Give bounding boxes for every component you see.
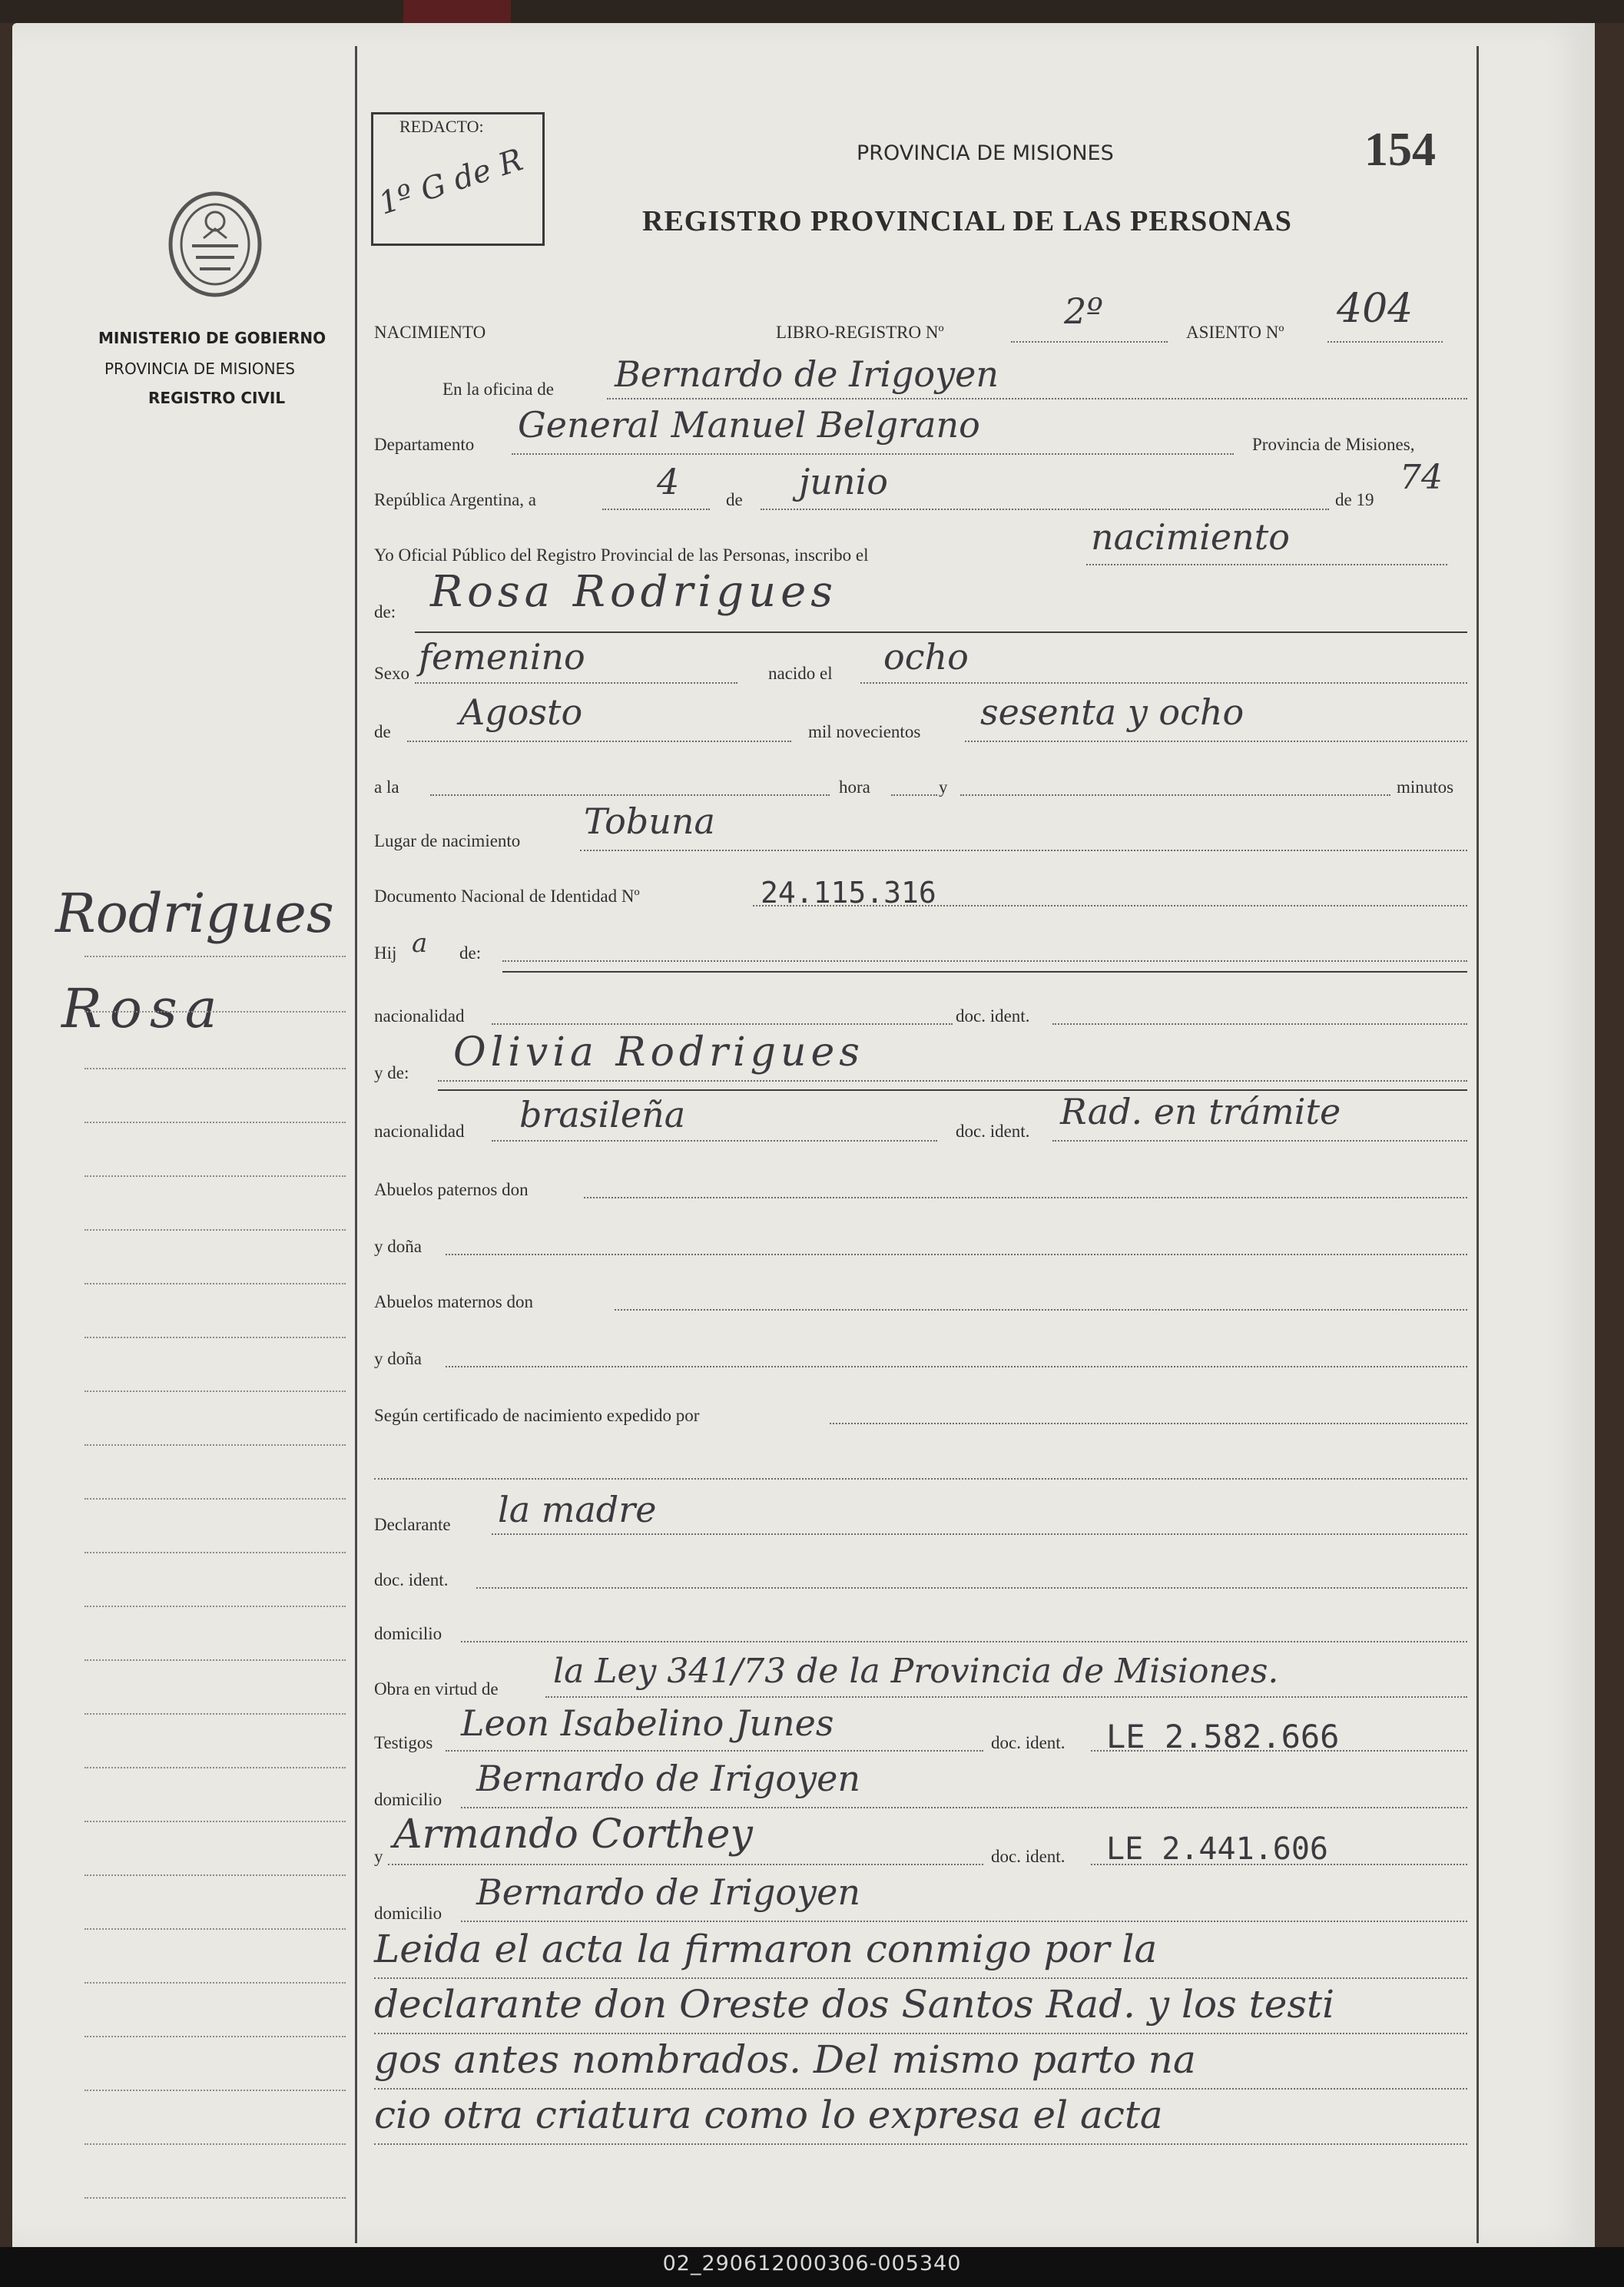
oficina-label: En la oficina de <box>442 380 554 399</box>
abuelos-pat-label: Abuelos paternos don <box>374 1180 529 1199</box>
segun-label: Según certificado de nacimiento expedido por <box>374 1406 700 1425</box>
top-edge <box>0 0 1624 23</box>
nacionalidad2-value: brasileña <box>519 1094 686 1135</box>
year-value: 74 <box>1400 458 1443 497</box>
de2-label: de <box>374 722 391 741</box>
nacimiento-label: NACIMIENTO <box>374 323 486 342</box>
testigo1-value: Leon Isabelino Junes <box>461 1702 834 1744</box>
redacto-label: REDACTO: <box>399 117 484 136</box>
ala-label: a la <box>374 777 399 797</box>
margin-given-name: Rosa <box>61 977 225 1040</box>
hij-label: Hij <box>374 943 397 963</box>
testigo2-doc: LE 2.441.606 <box>1106 1831 1328 1867</box>
obra-value: la Ley 341/73 de la Provincia de Misiones. <box>553 1652 1279 1691</box>
dni-value: 24.115.316 <box>761 876 936 910</box>
departamento-label: Departamento <box>374 435 475 454</box>
oficina-value: Bernardo de Irigoyen <box>615 353 999 395</box>
registry-heading: REGISTRO PROVINCIAL DE LAS PERSONAS <box>642 205 1292 237</box>
asiento-label: ASIENTO Nº <box>1186 323 1284 342</box>
doc-ident2-label: doc. ident. <box>956 1122 1030 1141</box>
province-label: PROVINCIA DE MISIONES <box>104 360 295 378</box>
mil-value: sesenta y ocho <box>980 691 1245 733</box>
domicilio3-value: Bernardo de Irigoyen <box>476 1871 860 1913</box>
testigo1-doc: LE 2.582.666 <box>1106 1718 1340 1755</box>
declarante-value: la madre <box>498 1489 657 1530</box>
minutos-label: minutos <box>1397 777 1454 797</box>
year-label: de 19 <box>1335 490 1374 509</box>
domicilio2-value: Bernardo de Irigoyen <box>476 1758 860 1799</box>
sidebar-divider-line <box>355 46 357 2243</box>
asiento-value: 404 <box>1337 286 1414 332</box>
sexo-label: Sexo <box>374 664 409 683</box>
doc-ident5-label: doc. ident. <box>991 1847 1066 1866</box>
libro-label: LIBRO-REGISTRO Nº <box>776 323 944 342</box>
note-line-1: Leida el acta la firmaron conmigo por la <box>374 1927 1158 1971</box>
testigo2-value: Armando Corthey <box>393 1811 753 1858</box>
domicilio3-label: domicilio <box>374 1904 442 1923</box>
y-label: y <box>939 777 948 797</box>
province-heading: PROVINCIA DE MISIONES <box>857 141 1114 165</box>
hij-de-label: de: <box>459 943 482 963</box>
nacido-label: nacido el <box>768 664 833 683</box>
abuelos-mat-label: Abuelos maternos don <box>374 1292 533 1311</box>
madre-value: Olivia Rodrigues <box>453 1029 864 1076</box>
hora-label: hora <box>839 777 870 797</box>
testigos-label: Testigos <box>374 1733 433 1752</box>
libro-value: 2º <box>1064 290 1103 332</box>
republica-label: República Argentina, a <box>374 490 536 509</box>
image-caption: 02_290612000306-005340 <box>662 2252 962 2275</box>
page-number: 154 <box>1364 124 1436 176</box>
provincial-seal-icon <box>157 184 273 300</box>
nacionalidad-label: nacionalidad <box>374 1006 465 1026</box>
provincia-label: Provincia de Misiones, <box>1252 435 1415 454</box>
de-label: de <box>726 490 743 509</box>
doc-ident-label: doc. ident. <box>956 1006 1030 1026</box>
y-de-label: y de: <box>374 1063 409 1082</box>
civil-registry-label: REGISTRO CIVIL <box>148 389 286 407</box>
lugar-value: Tobuna <box>584 800 715 842</box>
margin-surname: Rodrigues <box>55 882 334 945</box>
departamento-value: General Manuel Belgrano <box>518 404 980 446</box>
hij-suffix: a <box>412 928 428 959</box>
month-value: junio <box>799 461 888 502</box>
de-colon-label: de: <box>374 602 396 621</box>
doc-ident2-value: Rad. en trámite <box>1060 1091 1341 1132</box>
declarante-label: Declarante <box>374 1515 451 1534</box>
y-dona-label: y doña <box>374 1237 422 1256</box>
mil-label: mil novecientos <box>808 722 921 741</box>
domicilio2-label: domicilio <box>374 1790 442 1809</box>
note-line-4: cio otra criatura como lo expresa el acta <box>374 2093 1163 2137</box>
y-dona2-label: y doña <box>374 1349 422 1368</box>
name-value: Rosa Rodrigues <box>430 567 838 617</box>
note-line-3: gos antes nombrados. Del mismo parto na <box>374 2037 1196 2082</box>
oficial-value: nacimiento <box>1091 516 1290 558</box>
doc-ident4-label: doc. ident. <box>991 1733 1066 1752</box>
birth-month-value: Agosto <box>459 691 583 733</box>
y2-label: y <box>374 1847 383 1866</box>
note-line-2: declarante don Oreste dos Santos Rad. y los testi <box>374 1982 1335 2027</box>
day-value: 4 <box>657 461 680 502</box>
doc-ident3-label: doc. ident. <box>374 1570 449 1589</box>
right-border-line <box>1477 46 1479 2243</box>
nacido-value: ocho <box>883 636 969 678</box>
dni-label: Documento Nacional de Identidad Nº <box>374 887 640 906</box>
lugar-label: Lugar de nacimiento <box>374 831 521 850</box>
oficial-label: Yo Oficial Público del Registro Provincial de las Personas, inscribo el <box>374 545 869 565</box>
sexo-value: femenino <box>419 636 585 678</box>
redacto-handwriting: 1º G de R <box>374 142 528 222</box>
obra-label: Obra en virtud de <box>374 1679 499 1699</box>
ministry-label: MINISTERIO DE GOBIERNO <box>98 329 326 347</box>
nacionalidad2-label: nacionalidad <box>374 1122 465 1141</box>
domicilio-label: domicilio <box>374 1624 442 1643</box>
